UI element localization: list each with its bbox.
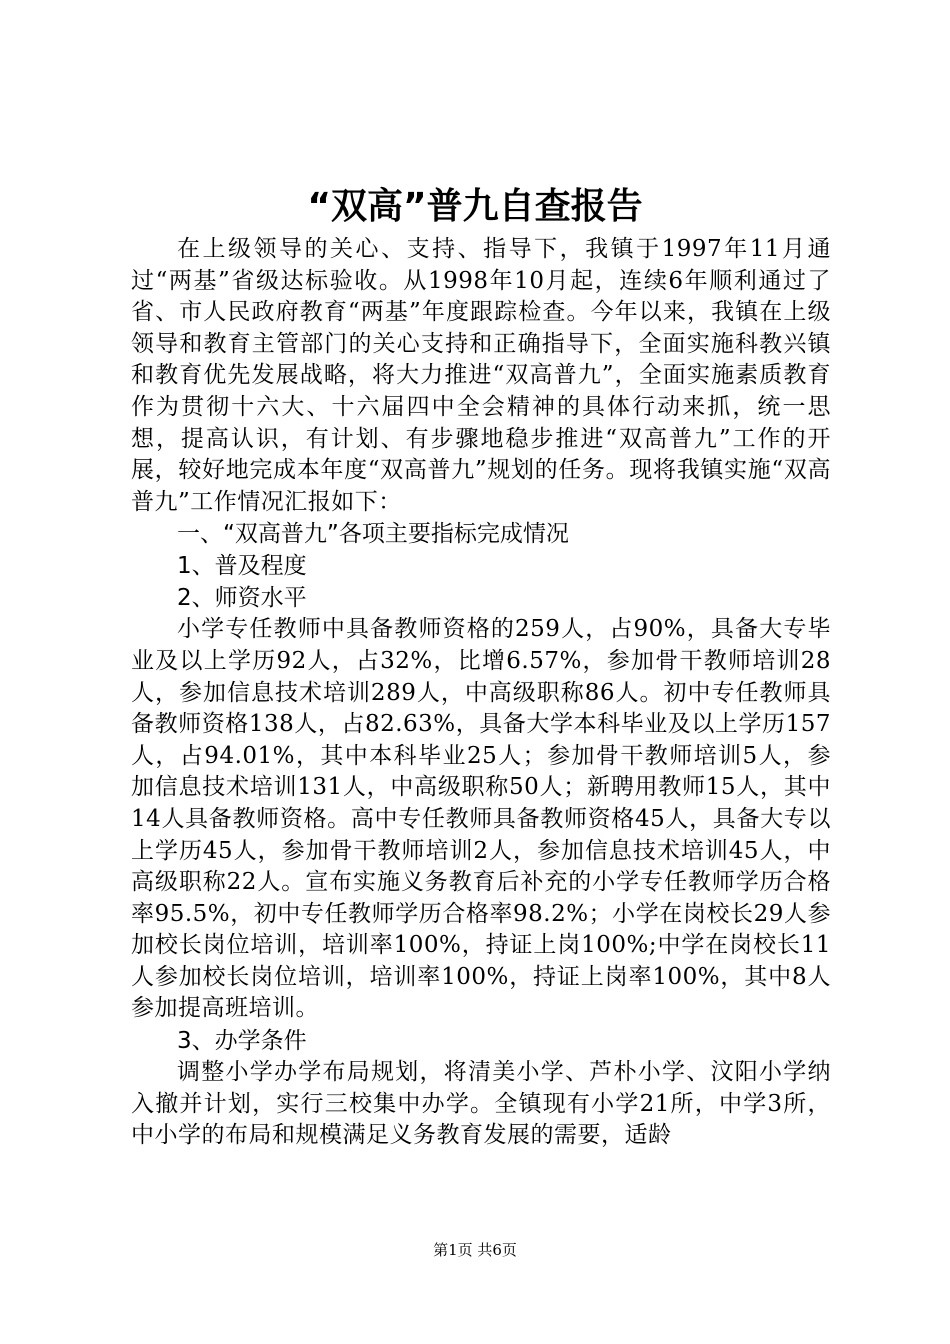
subsection-heading-teachers: 2、师资水平	[177, 585, 307, 612]
section-heading-1: 一、“双高普九”各项主要指标完成情况	[177, 521, 569, 548]
document-body	[131, 234, 831, 1152]
page-number: 第1页 共6页	[433, 1241, 517, 1259]
conditions-paragraph: 调整小学办学布局规划，将清美小学、芦朴小学、汶阳小学纳入撤并计划，实行三校集中办学。全镇现有小学21所，中学3所，中小学的布局和规模满足义务教育发展的需要，适龄	[131, 1059, 831, 1149]
document-title: “双高”普九自查报告	[307, 186, 643, 227]
intro-paragraph: 在上级领导的关心、支持、指导下，我镇于1997年11月通过“两基”省级达标验收。从1998年10月起，连续6年顺利通过了省、市人民政府教育“两基”年度跟踪检查。今年以来，我镇在上级领导和教育主管部门的关心支持和正确指导下，全面实施科教兴镇和教育优先发展战略，将大力推进“双高普九”，全面实施素质教育作为贯彻十六大、十六届四中全会精神的具体行动来抓，统一思想，提高认识，有计划、有步骤地稳步推进“双高普九”工作的开展，较好地完成本年度“双高普九”规划的任务。现将我镇实施“双高普九”工作情况汇报如下：	[131, 236, 831, 515]
subsection-heading-conditions: 3、办学条件	[177, 1028, 307, 1055]
teachers-paragraph: 小学专任教师中具备教师资格的259人，占90%，具备大专毕业及以上学历92人，占32%，比增6.57%，参加骨干教师培训28人，参加信息技术培训289人，中高级职称86人。初中专任教师具备教师资格138人，占82.63%，具备大学本科毕业及以上学历157人，占94.01%，其中本科毕业25人；参加骨干教师培训5人，参加信息技术培训131人，中高级职称50人；新聘用教师15人，其中14人具备教师资格。高中专任教师具备教师资格45人，具备大专以上学历45人，参加骨干教师培训2人，参加信息技术培训45人，中高级职称22人。宣布实施义务教育后补充的小学专任教师学历合格率95.5%，初中专任教师学历合格率98.2%；小学在岗校长29人参加校长岗位培训，培训率100%，持证上岗100%;中学在岗校长11人参加校长岗位培训，培训率100%，持证上岗率100%，其中8人参加提高班培训。	[131, 616, 831, 1022]
subsection-heading-coverage: 1、普及程度	[177, 553, 307, 580]
